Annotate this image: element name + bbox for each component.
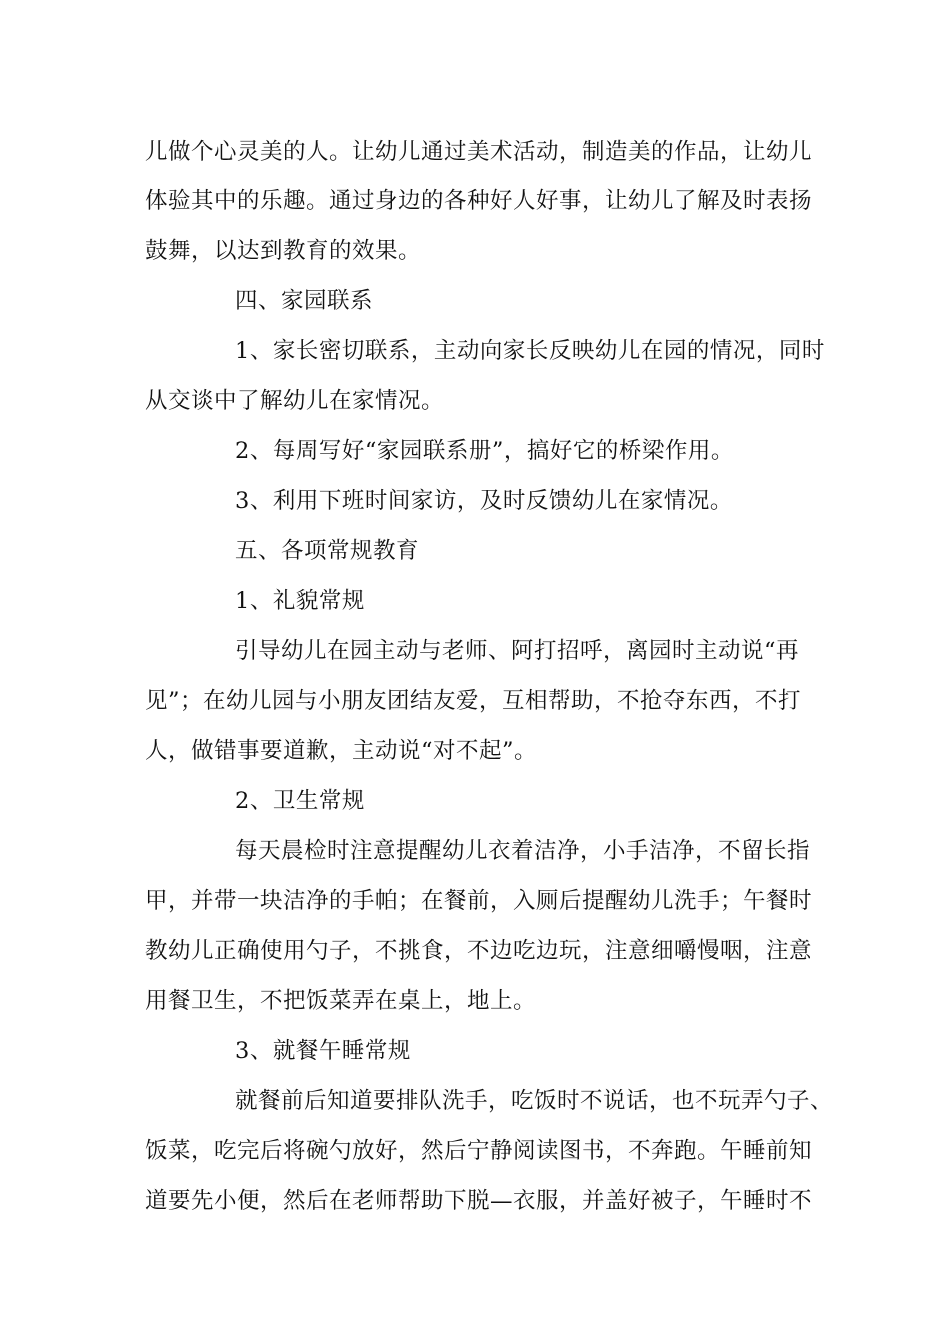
text-line: 每天晨检时注意提醒幼儿衣着洁净，小手洁净，不留长指 [235,838,811,864]
text-line: 1、家长密切联系，主动向家长反映幼儿在园的情况，同时 [235,338,825,364]
text-line: 体验其中的乐趣。通过身边的各种好人好事，让幼儿了解及时表扬 [145,188,813,214]
text-line: 人，做错事要道歉，主动说“对不起”。 [145,738,538,764]
subsection-heading: 1、礼貌常规 [235,588,365,614]
text-line: 饭菜，吃完后将碗勺放好，然后宁静阅读图书，不奔跑。午睡前知 [145,1138,813,1164]
text-line: 甲，并带一块洁净的手帕；在餐前，入厕后提醒幼儿洗手；午餐时 [145,888,813,914]
section-heading: 四、家园联系 [235,288,374,314]
text-line: 儿做个心灵美的人。让幼儿通过美术活动，制造美的作品，让幼儿 [145,139,813,165]
text-line: 引导幼儿在园主动与老师、阿打招呼，离园时主动说“再 [235,638,800,664]
text-line: 用餐卫生，不把饭菜弄在桌上，地上。 [145,988,537,1014]
text-line: 教幼儿正确使用勺子，不挑食，不边吃边玩，注意细嚼慢咽，注意 [145,938,813,964]
text-line: 从交谈中了解幼儿在家情况。 [145,388,445,414]
text-line: 就餐前后知道要排队洗手，吃饭时不说话，也不玩弄勺子、 [235,1088,834,1114]
section-heading: 五、各项常规教育 [235,538,420,564]
text-line: 道要先小便，然后在老师帮助下脱—衣服，并盖好被子，午睡时不 [145,1188,813,1214]
text-line: 见”；在幼儿园与小朋友团结友爱，互相帮助，不抢夺东西，不打 [145,688,802,714]
text-line: 鼓舞，以达到教育的效果。 [145,238,422,264]
subsection-heading: 2、卫生常规 [235,788,365,814]
subsection-heading: 3、就餐午睡常规 [235,1038,411,1064]
text-line: 3、利用下班时间家访，及时反馈幼儿在家情况。 [235,488,733,514]
text-line: 2、每周写好“家园联系册”，搞好它的桥梁作用。 [235,438,734,464]
